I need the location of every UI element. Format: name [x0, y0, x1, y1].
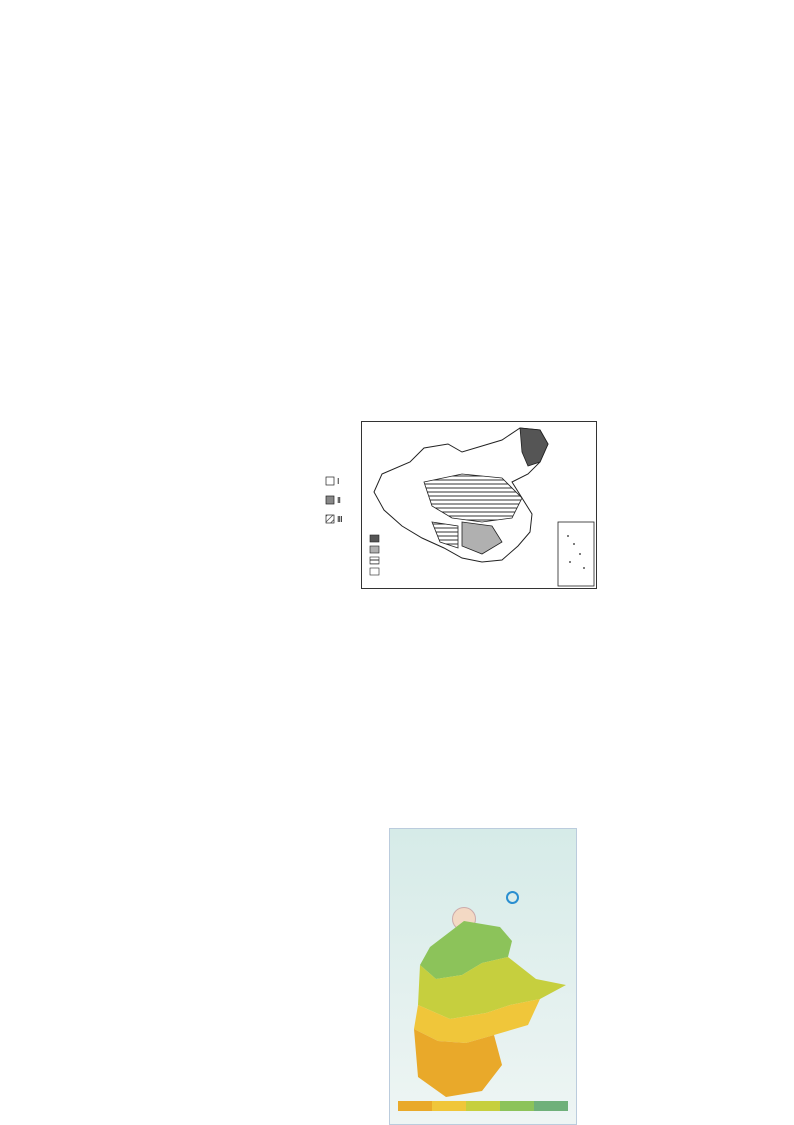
poster-legend-item [398, 1101, 432, 1111]
legend-swatch [326, 496, 334, 504]
poster-legend [398, 1101, 568, 1111]
legend-label: Ⅰ [337, 477, 340, 486]
legend-label: Ⅱ [337, 496, 341, 505]
poster-legend-item [534, 1101, 568, 1111]
poster-legend-item [466, 1101, 500, 1111]
poster-legend-item [432, 1101, 466, 1111]
china-map-drawing [362, 422, 596, 588]
inset-frame [558, 522, 594, 586]
poster-map [390, 829, 576, 1124]
china-map [361, 421, 597, 589]
poster-legend-item [500, 1101, 534, 1111]
bar-chart [140, 419, 343, 587]
legend-swatch [326, 477, 334, 485]
catkin-warning-poster [389, 828, 577, 1125]
legend-label: Ⅲ [337, 515, 343, 524]
legend-swatch [326, 515, 334, 523]
map-legend [370, 535, 379, 575]
